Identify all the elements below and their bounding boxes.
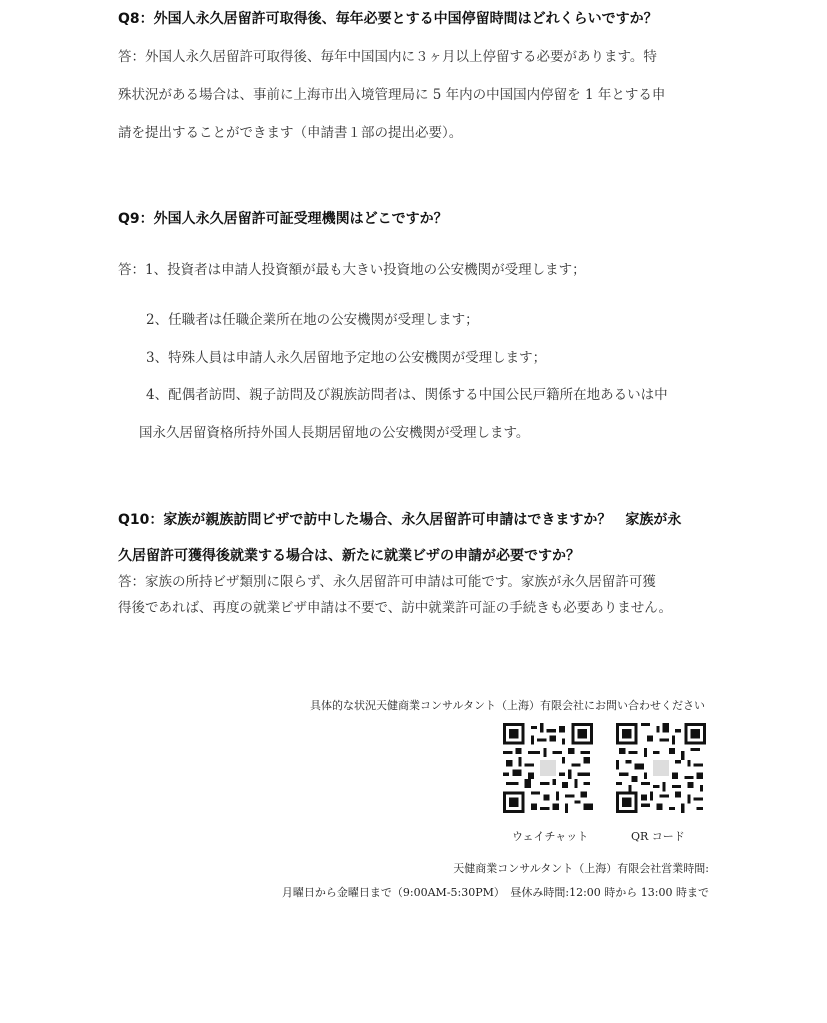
q8-answer-line-1: 答：外国人永久居留許可取得後、毎年中国国内に３ヶ月以上停留する必要があります。特 (118, 49, 657, 65)
q8-answer-line-3: 請を提出することができます（申請書１部の提出必要）。 (118, 125, 463, 141)
wechat-label: ウェイチャット (512, 830, 589, 843)
q9-question: Q9：外国人永久居留許可証受理機関はどこですか？ (118, 211, 448, 227)
qr-code-label: QR コード (631, 830, 685, 843)
q10-answer-line-2: 得後であれば、再度の就業ビザ申請は不要で、訪中就業許可証の手続きも必要ありません。 (118, 600, 673, 616)
q10-answer-line-1: 答：家族の所持ビザ類別に限らず、永久居留許可申請は可能です。家族が永久居留許可獲 (118, 574, 656, 590)
q9-answer-line-2: 2、任職者は任職企業所在地の公安機関が受理します； (146, 312, 479, 328)
contact-text: 具体的な状況天健商業コンサルタント（上海）有限会社にお問い合わせください (309, 699, 705, 712)
q9-answer-line-5: 国永久居留資格所持外国人長期居留地の公安機関が受理します。 (139, 425, 530, 441)
q9-answer-line-3: 3、特殊人員は申請人永久居留地予定地の公安機関が受理します； (146, 350, 547, 366)
q10-question-line-1: Q10：家族が親族訪問ビザで訪中した場合、永久居留許可申請はできますか？ 家族が永 (118, 512, 682, 528)
qr-code-icon (616, 723, 706, 813)
q8-question: Q8：外国人永久居留許可取得後、毎年必要とする中国停留時間はどれくらいですか？ (118, 11, 658, 27)
q10-question-line-2: 久居留許可獲得後就業する場合は、新たに就業ビザの申請が必要ですか？ (118, 548, 580, 564)
q8-answer-line-2: 殊状況がある場合は、事前に上海市出入境管理局に 5 年内の中国国内停留を 1 年とする申 (118, 87, 666, 103)
business-hours-title: 天健商業コンサルタント（上海）有限会社営業時間: (453, 862, 709, 875)
wechat-qr-code-icon (503, 723, 593, 813)
q9-answer-line-4: 4、配偶者訪問、親子訪問及び親族訪問者は、関係する中国公民戸籍所在地あるいは中 (146, 387, 668, 403)
business-hours: 月曜日から金曜日まで（9:00AM-5:30PM） 昼休み時間:12:00 時から 13:00 時まで (281, 886, 709, 899)
q9-answer-line-1: 答：1、投資者は申請人投資額が最も大きい投資地の公安機関が受理します； (118, 262, 586, 278)
